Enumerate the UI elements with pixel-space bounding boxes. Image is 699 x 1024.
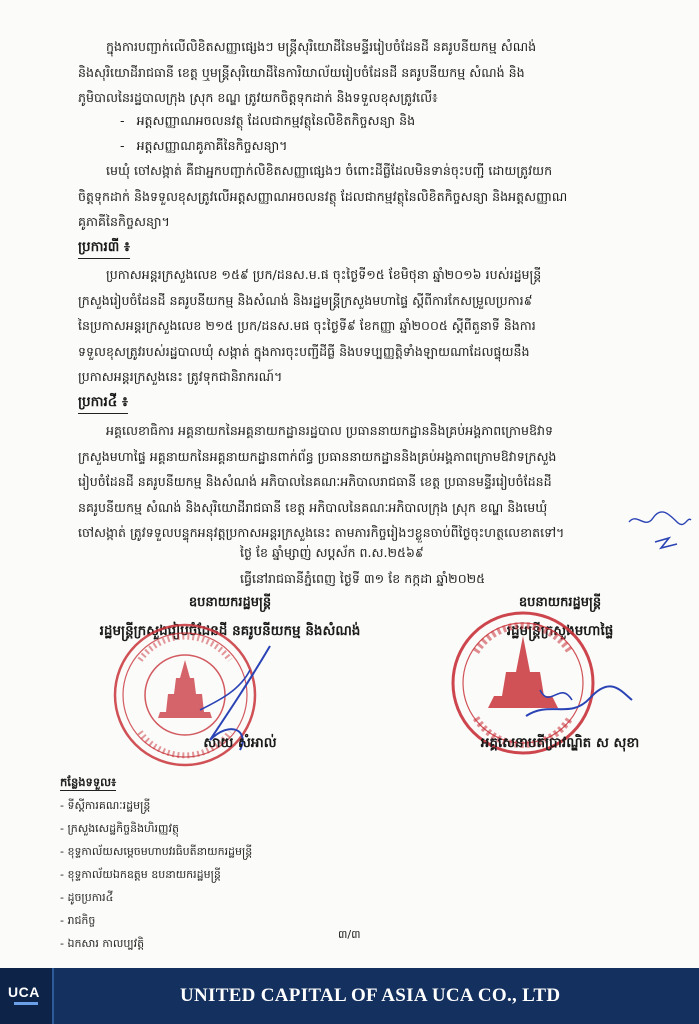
signatory-name-left: សាយ សំអាល់	[203, 735, 277, 751]
text-line: ប្រកាសអន្តរក្រសួងនេះ ត្រូវទុកជានិរាករណ៍។	[78, 369, 283, 384]
text-line: រៀបចំដែនដី នគរូបនីយកម្ម និងសំណង់ អភិបាលនៃគណៈអភិបាលរាជធានី ខេត្ត ប្រធានមន្ទីររៀបចំដែនដី	[78, 474, 552, 489]
lunar-date: ថ្ងៃ ខែ ឆ្នាំម្សាញ់ សប្តស័ក ព.ស.២៥៦៩	[240, 545, 424, 560]
article-heading: ប្រការ៣ី ៖	[78, 238, 130, 259]
text-line: នៃប្រកាសអន្តរក្រសួងលេខ ២១៥ ប្រក/ដនស.មផ ចុះថ្ងៃទី៩ ខែកញ្ញា ឆ្នាំ២០០៥ ស្តីពីតួនាទី និងការ	[78, 318, 536, 333]
text-line: មេឃុំ ចៅសង្កាត់ គឺជាអ្នកបញ្ជាក់លិខិតសញ្ញាផ្សេងៗ ចំពោះដីធ្លីដែលមិនទាន់ចុះបញ្ជី ដោយត្រូវយក	[106, 163, 553, 178]
text-line: នគរូបនីយកម្ម សំណង់ និងសុរិយោដីរាជធានី ខេត្ត អភិបាលនៃគណៈអភិបាលក្រុង ស្រុក ខណ្ឌ និងមេឃុំ	[78, 499, 548, 515]
distribution-item: - រាជកិច្ច	[60, 914, 96, 927]
company-logo: UCA	[0, 968, 54, 1024]
text-line: អគ្គលេខាធិការ អគ្គនាយកនៃអគ្គនាយកដ្ឋានរដ្ឋបាល ប្រធាននាយកដ្ឋាននិងគ្រប់អង្គភាពក្រោមឱវាទ	[106, 423, 553, 438]
text-line: ភូមិបាលនៃរដ្ឋបាលក្រុង ស្រុក ខណ្ឌ ត្រូវយកចិត្តទុកដាក់ និងទទួលខុសត្រូវលើ៖	[78, 90, 438, 105]
signatory-name-right: អគ្គសេនាបតីប្រាវណ្ឌិត ស សុខា	[480, 735, 640, 751]
bullet-item: - អត្តសញ្ញាណអចលនវត្ថុ ដែលជាកម្មវត្ថុនៃលិខិតកិច្ចសន្យា និង	[120, 113, 416, 128]
text-line: ក្រសួងរៀបចំដែនដី នគរូបនីយកម្ម និងសំណង់ និងរដ្ឋមន្ត្រីក្រសួងមហាផ្ទៃ ស្តីពីការកែសម្រួលប្រការ៩	[78, 292, 533, 308]
commune-paragraph	[78, 158, 673, 235]
signatory-ministry-left: រដ្ឋមន្ត្រីក្រសួងរៀបចំដែនដី នគរូបនីយកម្ម និងសំណង់	[99, 623, 361, 639]
text-line: ក្រសួងមហាផ្ទៃ អគ្គនាយកនៃអគ្គនាយកដ្ឋានពាក់ព័ន្ធ ប្រធាននាយកដ្ឋាននិងគ្រប់អង្គភាពក្រោមឱវាទក្រសួង	[78, 448, 557, 464]
distribution-heading: កន្លែងទទួល៖	[60, 775, 117, 789]
date-place: ធ្វើនៅរាជធានីភ្នំពេញ ថ្ងៃទី ៣១ ខែ កក្កដា ឆ្នាំ២០២៥	[240, 571, 486, 586]
article-heading: ប្រការ៤ី ៖	[78, 393, 128, 414]
distribution-item: - ដូចប្រការ៤ី	[60, 891, 114, 904]
text-line: ប្រកាសអន្តរក្រសួងលេខ ១៥៩ ប្រក/ដនស.ម.ផ ចុះថ្ងៃទី១៥ ខែមិថុនា ឆ្នាំ២០១៦ របស់រដ្ឋមន្ត្រី	[106, 267, 542, 282]
text-line: ទទួលខុសត្រូវរបស់រដ្ឋបាលឃុំ សង្កាត់ ក្នុងការចុះបញ្ជីដីធ្លី និងបទប្បញ្ញត្តិទាំងឡាយណាដែលផ្ទុយនឹង	[78, 343, 530, 359]
text-line: និងសុរិយោដីរាជធានី ខេត្ត ឬមន្ត្រីសុរិយោដីនៃការិយាល័យរៀបចំដែនដី នគរូបនីយកម្ម សំណង់ និង	[78, 64, 525, 80]
company-name: UNITED CAPITAL OF ASIA UCA CO., LTD	[180, 985, 561, 1006]
text-line: ក្នុងការបញ្ជាក់លើលិខិតសញ្ញាផ្សេងៗ មន្ត្រីសុរិយោដីនៃមន្ទីររៀបចំដែនដី នគរូបនីយកម្ម សំណង់	[106, 39, 537, 54]
page-number: ៣/៣	[338, 928, 361, 941]
logo-underline	[14, 1002, 38, 1005]
footer-bar	[0, 968, 699, 1024]
intro-paragraph	[78, 34, 673, 111]
text-line: ចិត្តទុកដាក់ និងទទួលខុសត្រូវលើអត្តសញ្ញាណអចលនវត្ថុ ដែលជាកម្មវត្ថុនៃលិខិតកិច្ចសន្យា និងអត្តសញ្ញាណ	[78, 188, 568, 204]
distribution-item: - ទីស្តីការគណៈរដ្ឋមន្ត្រី	[60, 799, 151, 812]
signatory-ministry-right: រដ្ឋមន្ត្រីក្រសួងមហាផ្ទៃ	[506, 623, 614, 639]
signatory-title-right: ឧបនាយករដ្ឋមន្ត្រី	[518, 595, 602, 610]
distribution-item: - ឯកសារ កាលប្បវត្តិ	[60, 937, 145, 950]
text-line: គូភាគីនៃកិច្ចសន្យា។	[78, 214, 170, 229]
article-body	[78, 418, 673, 546]
distribution-item: - ខុទ្ទកាល័យឯកឧត្តម ឧបនាយករដ្ឋមន្ត្រី	[60, 868, 221, 881]
handwritten-initials	[625, 508, 695, 558]
article-body	[78, 262, 673, 390]
distribution-item: - ក្រសួងសេដ្ឋកិច្ចនិងហិរញ្ញវត្ថុ	[60, 822, 179, 835]
distribution-item: - ខុទ្ទកាល័យសម្តេចមហាបវរធិបតីនាយករដ្ឋមន្ត្រី	[60, 845, 253, 858]
signature-right	[520, 670, 640, 740]
text-line: ចៅសង្កាត់ ត្រូវទទួលបន្ទុកអនុវត្តប្រកាសអន្តរក្រសួងនេះ តាមភារកិច្ចរៀងៗខ្លួនចាប់ពីថ្ងៃចុះហត្ថលេខាតទៅ។	[78, 525, 565, 540]
signatory-title-left: ឧបនាយករដ្ឋមន្ត្រី	[188, 595, 272, 610]
bullet-item: - អត្តសញ្ញាណគូភាគីនៃកិច្ចសន្យា។	[120, 138, 288, 153]
